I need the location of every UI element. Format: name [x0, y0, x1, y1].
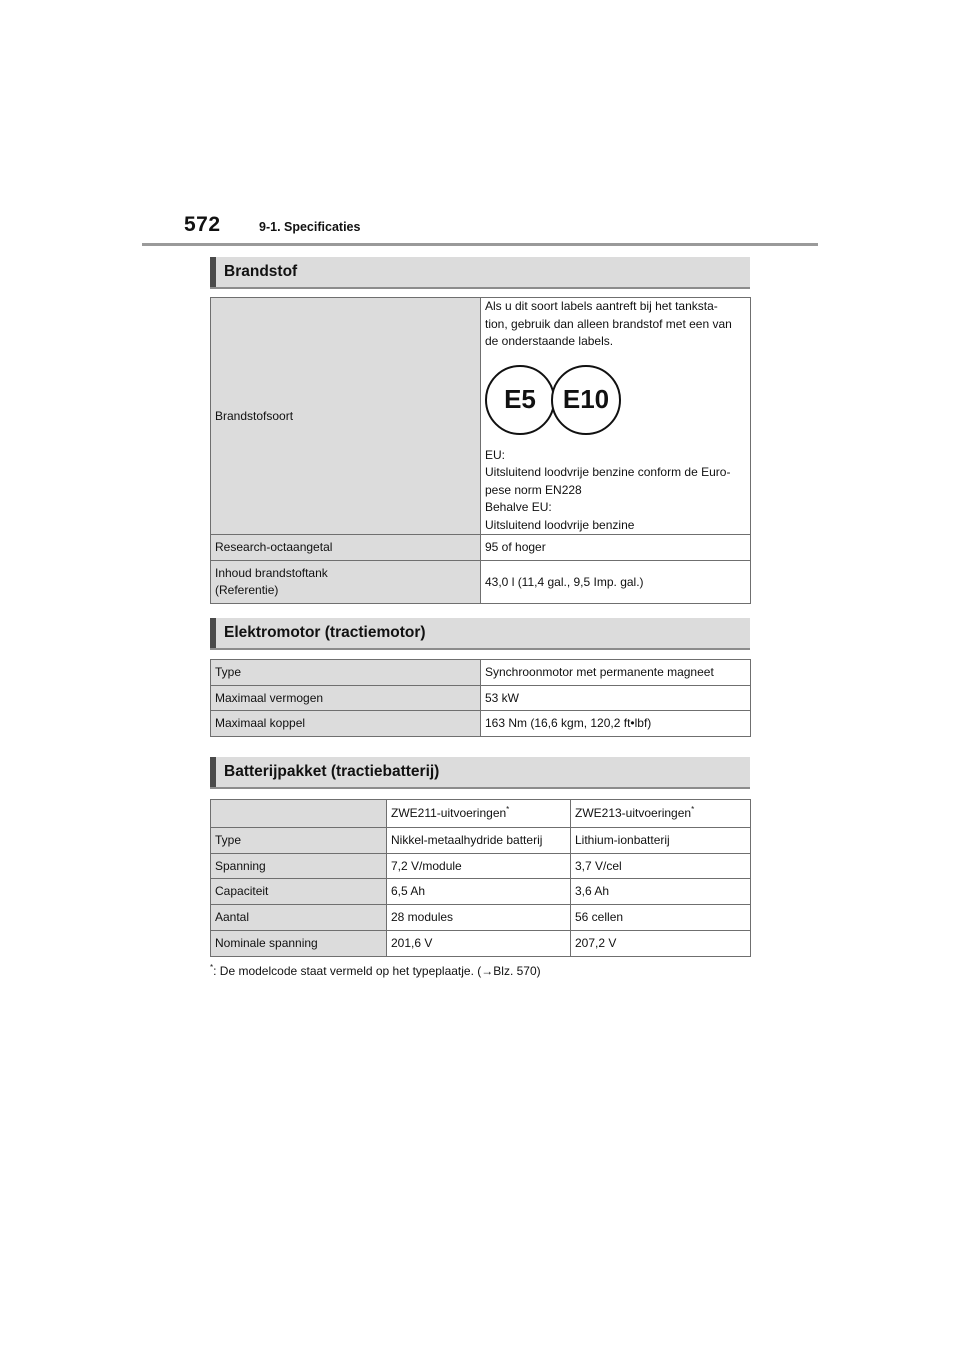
battery-header-empty — [211, 800, 387, 828]
section-marker — [210, 618, 216, 648]
tank-label-line: (Referentie) — [215, 583, 279, 597]
table-row — [211, 854, 751, 879]
table-row — [211, 905, 751, 931]
table-row — [211, 828, 751, 854]
footnote-marker: * — [691, 805, 695, 814]
section-marker — [210, 757, 216, 787]
footnote-marker: * — [506, 805, 510, 814]
section-title: Batterijpakket (tractiebatterij) — [224, 763, 440, 780]
table-row — [211, 879, 751, 905]
footnote — [210, 964, 541, 978]
battery-col-zwe211: ZWE211-uitvoeringen* — [387, 800, 571, 828]
footnote-text: : De modelcode staat vermeld op het typeplaatje. (→Blz. 570) — [213, 964, 541, 978]
fuel-intro-line: de onderstaande labels. — [485, 334, 614, 348]
fuel-note-line: Uitsluitend loodvrije benzine — [485, 517, 635, 532]
table-row — [211, 931, 751, 957]
table-row — [211, 660, 751, 686]
section-title: Elektromotor (tractiemotor) — [224, 624, 426, 641]
battery-count-v2: 56 cellen — [571, 905, 751, 931]
battery-nominal-v1: 201,6 V — [387, 931, 571, 957]
section-header-battery — [210, 757, 750, 789]
fuel-type-value — [481, 298, 751, 535]
fuel-note-line: pese norm EN228 — [485, 482, 582, 497]
fuel-type-label: Brandstofsoort — [211, 298, 481, 535]
motor-power-value: 53 kW — [481, 686, 751, 711]
battery-type-v1: Nikkel-metaalhydride batterij — [387, 828, 571, 854]
battery-voltage-v1: 7,2 V/module — [387, 854, 571, 879]
fuel-intro-line: Als u dit soort labels aantreft bij het tanksta- — [485, 299, 718, 313]
section-marker — [210, 257, 216, 287]
battery-capacity-label: Capaciteit — [211, 879, 387, 905]
table-header-row — [211, 800, 751, 828]
fuel-note-line: Behalve EU: — [485, 500, 552, 514]
table-row — [211, 711, 751, 737]
battery-type-v2: Lithium-ionbatterij — [571, 828, 751, 854]
header-rule — [142, 243, 818, 246]
footnote-marker: * — [210, 963, 214, 972]
battery-type-label: Type — [211, 828, 387, 854]
battery-nominal-label: Nominale spanning — [211, 931, 387, 957]
octane-value: 95 of hoger — [481, 535, 751, 561]
battery-count-v1: 28 modules — [387, 905, 571, 931]
table-row — [211, 535, 751, 561]
motor-type-value: Synchroonmotor met permanente magneet — [481, 660, 751, 686]
battery-capacity-v1: 6,5 Ah — [387, 879, 571, 905]
tank-label — [211, 561, 481, 604]
battery-table — [210, 799, 751, 957]
table-row — [211, 561, 751, 604]
fuel-badges — [485, 365, 746, 435]
fuel-note-line: Uitsluitend loodvrije benzine conform de Euro- — [485, 465, 731, 479]
motor-torque-label: Maximaal koppel — [211, 711, 481, 737]
page-number: 572 — [184, 213, 221, 236]
motor-power-label: Maximaal vermogen — [211, 686, 481, 711]
battery-voltage-label: Spanning — [211, 854, 387, 879]
tank-value: 43,0 l (11,4 gal., 9,5 Imp. gal.) — [481, 561, 751, 604]
fuel-note-line: EU: — [485, 447, 506, 462]
octane-label: Research-octaangetal — [211, 535, 481, 561]
motor-table — [210, 659, 751, 737]
table-row — [211, 298, 751, 535]
section-header-motor — [210, 618, 750, 650]
section-title: Brandstof — [224, 263, 298, 280]
section-reference: 9-1. Specificaties — [259, 220, 361, 234]
battery-nominal-v2: 207,2 V — [571, 931, 751, 957]
fuel-table — [210, 297, 751, 604]
battery-capacity-v2: 3,6 Ah — [571, 879, 751, 905]
e5-label-icon: E5 — [485, 365, 555, 435]
tank-label-line: Inhoud brandstoftank — [215, 566, 328, 580]
section-header-fuel — [210, 257, 750, 289]
e10-label-icon: E10 — [551, 365, 621, 435]
table-row — [211, 686, 751, 711]
battery-voltage-v2: 3,7 V/cel — [571, 854, 751, 879]
motor-type-label: Type — [211, 660, 481, 686]
battery-col-zwe213: ZWE213-uitvoeringen* — [571, 800, 751, 828]
motor-torque-value: 163 Nm (16,6 kgm, 120,2 ft•lbf) — [481, 711, 751, 737]
fuel-intro-line: tion, gebruik dan alleen brandstof met een van — [485, 316, 732, 331]
battery-count-label: Aantal — [211, 905, 387, 931]
